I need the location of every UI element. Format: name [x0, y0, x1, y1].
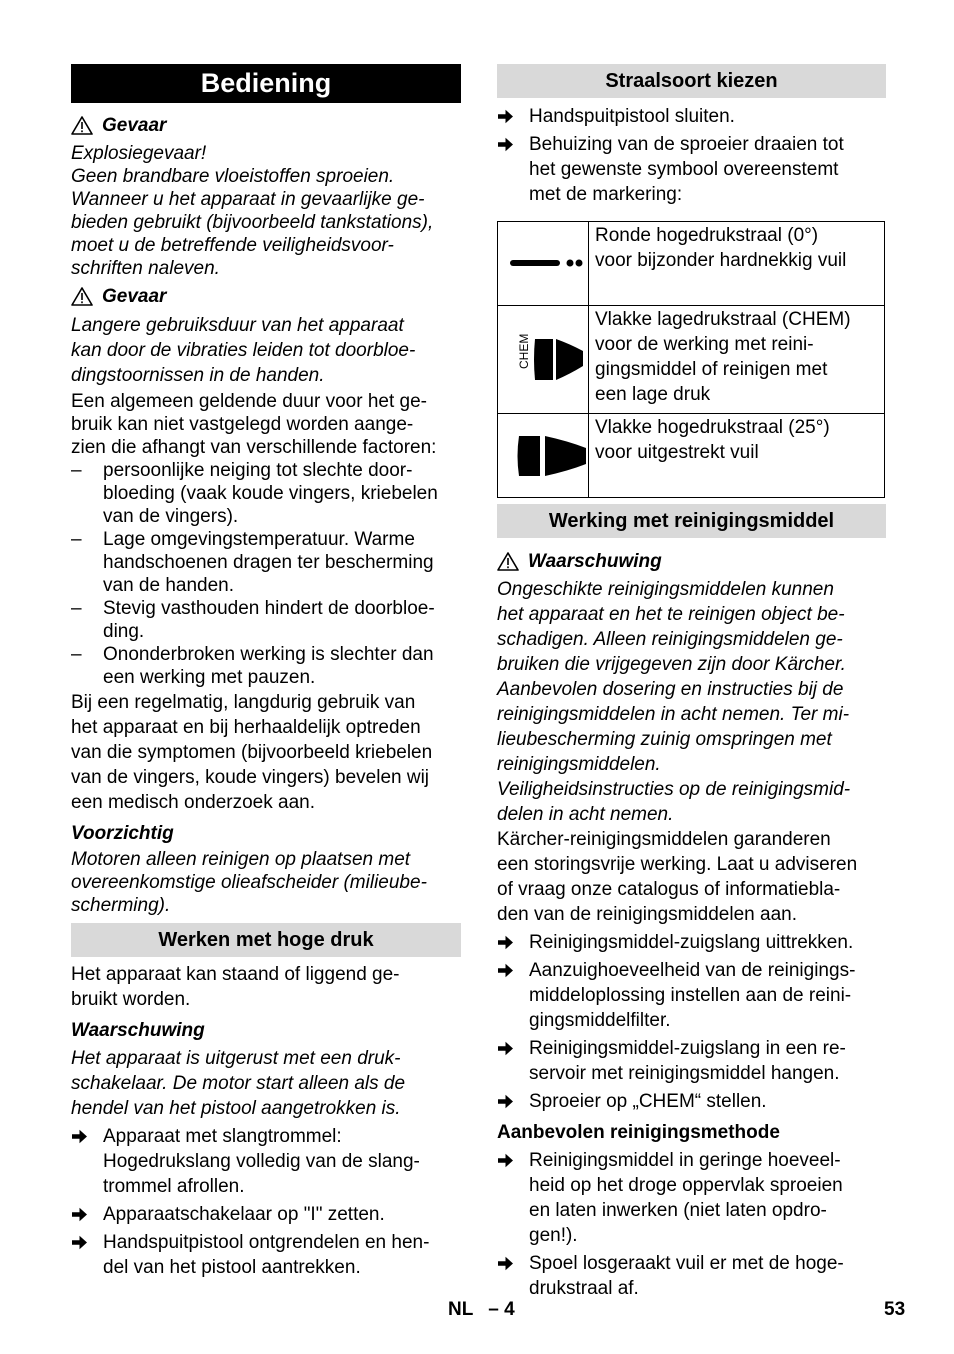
flat-jet-icon — [498, 414, 588, 490]
warning-text — [497, 577, 886, 827]
text-line: zien die afhangt van verschillende factoren: — [71, 437, 437, 458]
jet-description — [589, 414, 885, 498]
jet-type-table — [497, 221, 885, 498]
text-line: het apparaat en het te reinigen object be- — [497, 604, 845, 625]
high-pressure-steps — [71, 1124, 461, 1280]
text-line: een storingsvrije werking. Laat u adviseren — [497, 854, 858, 875]
text-line: den van de reinigingsmiddelen aan. — [497, 904, 797, 925]
table-row — [498, 414, 885, 498]
text-line: Handspuitpistool sluiten. — [529, 106, 735, 127]
warning-label: Waarschuwing — [71, 1020, 205, 1041]
section-title-high-pressure: Werken met hoge druk — [71, 923, 461, 957]
high-pressure-paragraph — [71, 962, 461, 1012]
text-line: van de vingers, koude vingers) bevelen wij — [71, 767, 430, 788]
text-line: Explosiegevaar! — [71, 143, 207, 164]
danger-label: Gevaar — [102, 286, 167, 307]
jet-icon-cell — [498, 306, 589, 414]
text-line: Aanbevolen dosering en instructies bij de — [497, 679, 844, 700]
text-line: Bij een regelmatig, langdurig gebruik van — [71, 692, 416, 713]
text-line: bruik kan niet vastgelegd worden aange- — [71, 414, 414, 435]
text-line: Ongeschikte reinigingsmiddelen kunnen — [497, 579, 834, 600]
warning-label: Waarschuwing — [528, 551, 662, 572]
step-item — [497, 930, 886, 955]
text-line: of vraag onze catalogus of informatiebla- — [497, 879, 841, 900]
warning-triangle-icon — [71, 287, 93, 306]
list-item-text — [103, 643, 461, 689]
text-line: Motoren alleen reinigen op plaatsen met — [71, 849, 411, 870]
text-line: Spoel losgeraakt vuil er met de hoge- — [529, 1253, 844, 1274]
footer-chapter-page: 4 — [504, 1299, 515, 1320]
text-line: Behuizing van de sproeier draaien tot — [529, 134, 844, 155]
round-jet-icon — [498, 222, 588, 298]
text-line: Lage omgevingstemperatuur. Warme — [103, 529, 415, 550]
general-paragraph — [71, 390, 461, 459]
text-line: Een algemeen geldende duur voor het ge- — [71, 391, 427, 412]
text-line: een medisch onderzoek aan. — [71, 792, 315, 813]
chem-flat-jet-icon — [498, 306, 588, 406]
warning-triangle-icon — [497, 552, 519, 571]
text-line: trommel afrollen. — [103, 1176, 245, 1197]
text-line: een werking met pauzen. — [103, 667, 316, 688]
text-line: lieubescherming zuinig omspringen met — [497, 729, 832, 750]
step-text — [529, 958, 886, 1033]
text-line: met de markering: — [529, 184, 683, 205]
arrow-right-icon — [497, 1036, 529, 1086]
chem-icon-label: CHEM — [517, 333, 531, 369]
text-line: Kärcher-reinigingsmiddelen garanderen — [497, 829, 831, 850]
section-title-jet-type: Straalsoort kiezen — [497, 64, 886, 98]
arrow-right-icon — [497, 1148, 529, 1248]
text-line: middeloplossing instellen aan de reini- — [529, 985, 852, 1006]
text-line: Reinigingsmiddel-zuigslang in een re- — [529, 1038, 846, 1059]
text-line: Apparaat met slangtrommel: — [103, 1126, 342, 1147]
step-text — [529, 132, 886, 207]
text-line: servoir met reinigingsmiddel hangen. — [529, 1063, 840, 1084]
method-steps — [497, 1148, 886, 1301]
arrow-right-icon — [497, 1089, 529, 1114]
caution-text — [71, 848, 461, 917]
text-line: overeenkomstige olieafscheider (milieube- — [71, 872, 427, 893]
step-item — [497, 1148, 886, 1248]
text-line: Hogedrukslang volledig van de slang- — [103, 1151, 420, 1172]
method-title: Aanbevolen reinigingsmethode — [497, 1122, 780, 1143]
text-line: voor bijzonder hardnekkig vuil — [595, 250, 847, 271]
jet-icon-cell — [498, 414, 589, 498]
text-line: Geen brandbare vloeistoffen sproeien. — [71, 166, 395, 187]
jet-description — [589, 222, 885, 306]
text-line: Ononderbroken werking is slechter dan — [103, 644, 434, 665]
danger-label: Gevaar — [102, 115, 167, 136]
text-line: Vlakke hogedrukstraal (25°) — [595, 417, 830, 438]
step-text — [529, 104, 886, 129]
caution-label: Voorzichtig — [71, 823, 174, 844]
table-row — [498, 306, 885, 414]
step-item — [497, 104, 886, 129]
warning-text — [71, 1046, 461, 1121]
step-item — [497, 1089, 886, 1114]
list-item — [71, 459, 461, 528]
text-line: van die symptomen (bijvoorbeeld kriebelen — [71, 742, 433, 763]
text-line: Vlakke lagedrukstraal (CHEM) — [595, 309, 851, 330]
list-item — [71, 528, 461, 597]
step-item — [71, 1202, 461, 1227]
step-item — [71, 1124, 461, 1199]
text-line: Langere gebruiksduur van het apparaat — [71, 315, 404, 336]
text-line: een lage druk — [595, 384, 711, 405]
text-line: gingsmiddel of reinigen met — [595, 359, 828, 380]
text-line: schriften naleven. — [71, 258, 220, 279]
list-item-text — [103, 528, 461, 597]
text-line: moet u de betreffende veiligheidsvoor- — [71, 235, 394, 256]
warning-triangle-icon — [71, 116, 93, 135]
detergent-steps — [497, 930, 886, 1114]
text-line: reinigingsmiddelen. — [497, 754, 661, 775]
text-line: voor de werking met reini- — [595, 334, 814, 355]
danger-heading — [71, 284, 461, 309]
step-text — [103, 1124, 461, 1199]
text-line: ding. — [103, 621, 145, 642]
right-column — [497, 64, 886, 1301]
text-line: Ronde hogedrukstraal (0°) — [595, 225, 819, 246]
step-item — [497, 1251, 886, 1301]
arrow-right-icon — [71, 1202, 103, 1227]
text-line: bruiken die vrijgegeven zijn door Kärcher. — [497, 654, 846, 675]
arrow-right-icon — [497, 930, 529, 955]
danger-heading — [71, 113, 461, 138]
danger-text — [71, 142, 461, 280]
footer-sep: – — [488, 1299, 499, 1320]
text-line: hendel van het pistool aangetrokken is. — [71, 1098, 401, 1119]
text-line: Stevig vasthouden hindert de doorbloe- — [103, 598, 435, 619]
danger-text — [71, 313, 461, 388]
text-line: voor uitgestrekt vuil — [595, 442, 759, 463]
text-line: gingsmiddelfilter. — [529, 1010, 671, 1031]
arrow-right-icon — [497, 958, 529, 1033]
text-line: del van het pistool aantrekken. — [103, 1257, 361, 1278]
text-line: Het apparaat kan staand of liggend ge- — [71, 964, 400, 985]
list-item-text — [103, 459, 461, 528]
step-text — [103, 1202, 461, 1227]
text-line: reinigingsmiddelen in acht nemen. Ter mi- — [497, 704, 850, 725]
dash-bullet: – — [71, 529, 82, 550]
list-item — [71, 597, 461, 643]
step-text — [529, 1148, 886, 1248]
text-line: dingstoornissen in de handen. — [71, 365, 325, 386]
text-line: heid op het droge oppervlak sproeien — [529, 1175, 843, 1196]
text-line: drukstraal af. — [529, 1278, 639, 1299]
arrow-right-icon — [497, 104, 529, 129]
text-line: en laten inwerken (niet laten opdro- — [529, 1200, 827, 1221]
text-line: het gewenste symbool overeenstemt — [529, 159, 839, 180]
text-line: van de vingers). — [103, 506, 239, 527]
text-line: kan door de vibraties leiden tot doorbloe- — [71, 340, 416, 361]
text-line: Sproeier op „CHEM“ stellen. — [529, 1091, 767, 1112]
text-line: Reinigingsmiddel in geringe hoeveel- — [529, 1150, 841, 1171]
text-line: het apparaat en bij herhaaldelijk optreden — [71, 717, 421, 738]
dash-bullet: – — [71, 460, 82, 481]
text-line: delen in acht nemen. — [497, 804, 674, 825]
text-line: Apparaatschakelaar op "I" zetten. — [103, 1204, 385, 1225]
advice-paragraph — [71, 690, 461, 815]
text-line: handschoenen dragen ter bescherming — [103, 552, 434, 573]
text-line: Aanzuighoeveelheid van de reinigings- — [529, 960, 856, 981]
jet-description — [589, 306, 885, 414]
text-line: Reinigingsmiddel-zuigslang uittrekken. — [529, 932, 854, 953]
text-line: schadigen. Alleen reinigingsmiddelen ge- — [497, 629, 843, 650]
text-line: scherming). — [71, 895, 171, 916]
dash-bullet: – — [71, 644, 82, 665]
text-line: Wanneer u het apparaat in gevaarlijke ge- — [71, 189, 425, 210]
step-item — [71, 1230, 461, 1280]
footer-lang: NL — [448, 1299, 473, 1320]
step-text — [529, 930, 886, 955]
text-line: van de handen. — [103, 575, 235, 596]
list-item-text — [103, 597, 461, 643]
arrow-right-icon — [497, 1251, 529, 1301]
text-line: Handspuitpistool ontgrendelen en hen- — [103, 1232, 430, 1253]
text-line: schakelaar. De motor start alleen als de — [71, 1073, 406, 1094]
table-row — [498, 222, 885, 306]
warning-heading — [497, 549, 886, 574]
list-item — [71, 643, 461, 689]
step-text — [529, 1036, 886, 1086]
step-item — [497, 132, 886, 207]
dash-bullet: – — [71, 598, 82, 619]
text-line: bruikt worden. — [71, 989, 191, 1010]
text-line: bieden gebruikt (bijvoorbeeld tankstations), — [71, 212, 434, 233]
jet-icon-cell — [498, 222, 589, 306]
left-column — [71, 64, 461, 1280]
step-item — [497, 1036, 886, 1086]
factor-list — [71, 459, 461, 689]
jet-steps — [497, 104, 886, 207]
arrow-right-icon — [497, 132, 529, 207]
step-text — [529, 1251, 886, 1301]
text-line: persoonlijke neiging tot slechte door- — [103, 460, 413, 481]
text-line: Veiligheidsinstructies op de reinigingsmid- — [497, 779, 851, 800]
section-title-bediening: Bediening — [71, 64, 461, 103]
footer-page-number: 53 — [884, 1299, 906, 1320]
footer-chapter — [448, 1297, 515, 1322]
section-title-detergent: Werking met reinigingsmiddel — [497, 504, 886, 538]
step-text — [529, 1089, 886, 1114]
arrow-right-icon — [71, 1230, 103, 1280]
karcher-paragraph — [497, 827, 886, 927]
step-item — [497, 958, 886, 1033]
text-line: gen!). — [529, 1225, 578, 1246]
arrow-right-icon — [71, 1124, 103, 1199]
text-line: bloeding (vaak koude vingers, kriebelen — [103, 483, 438, 504]
step-text — [103, 1230, 461, 1280]
text-line: Het apparaat is uitgerust met een druk- — [71, 1048, 401, 1069]
